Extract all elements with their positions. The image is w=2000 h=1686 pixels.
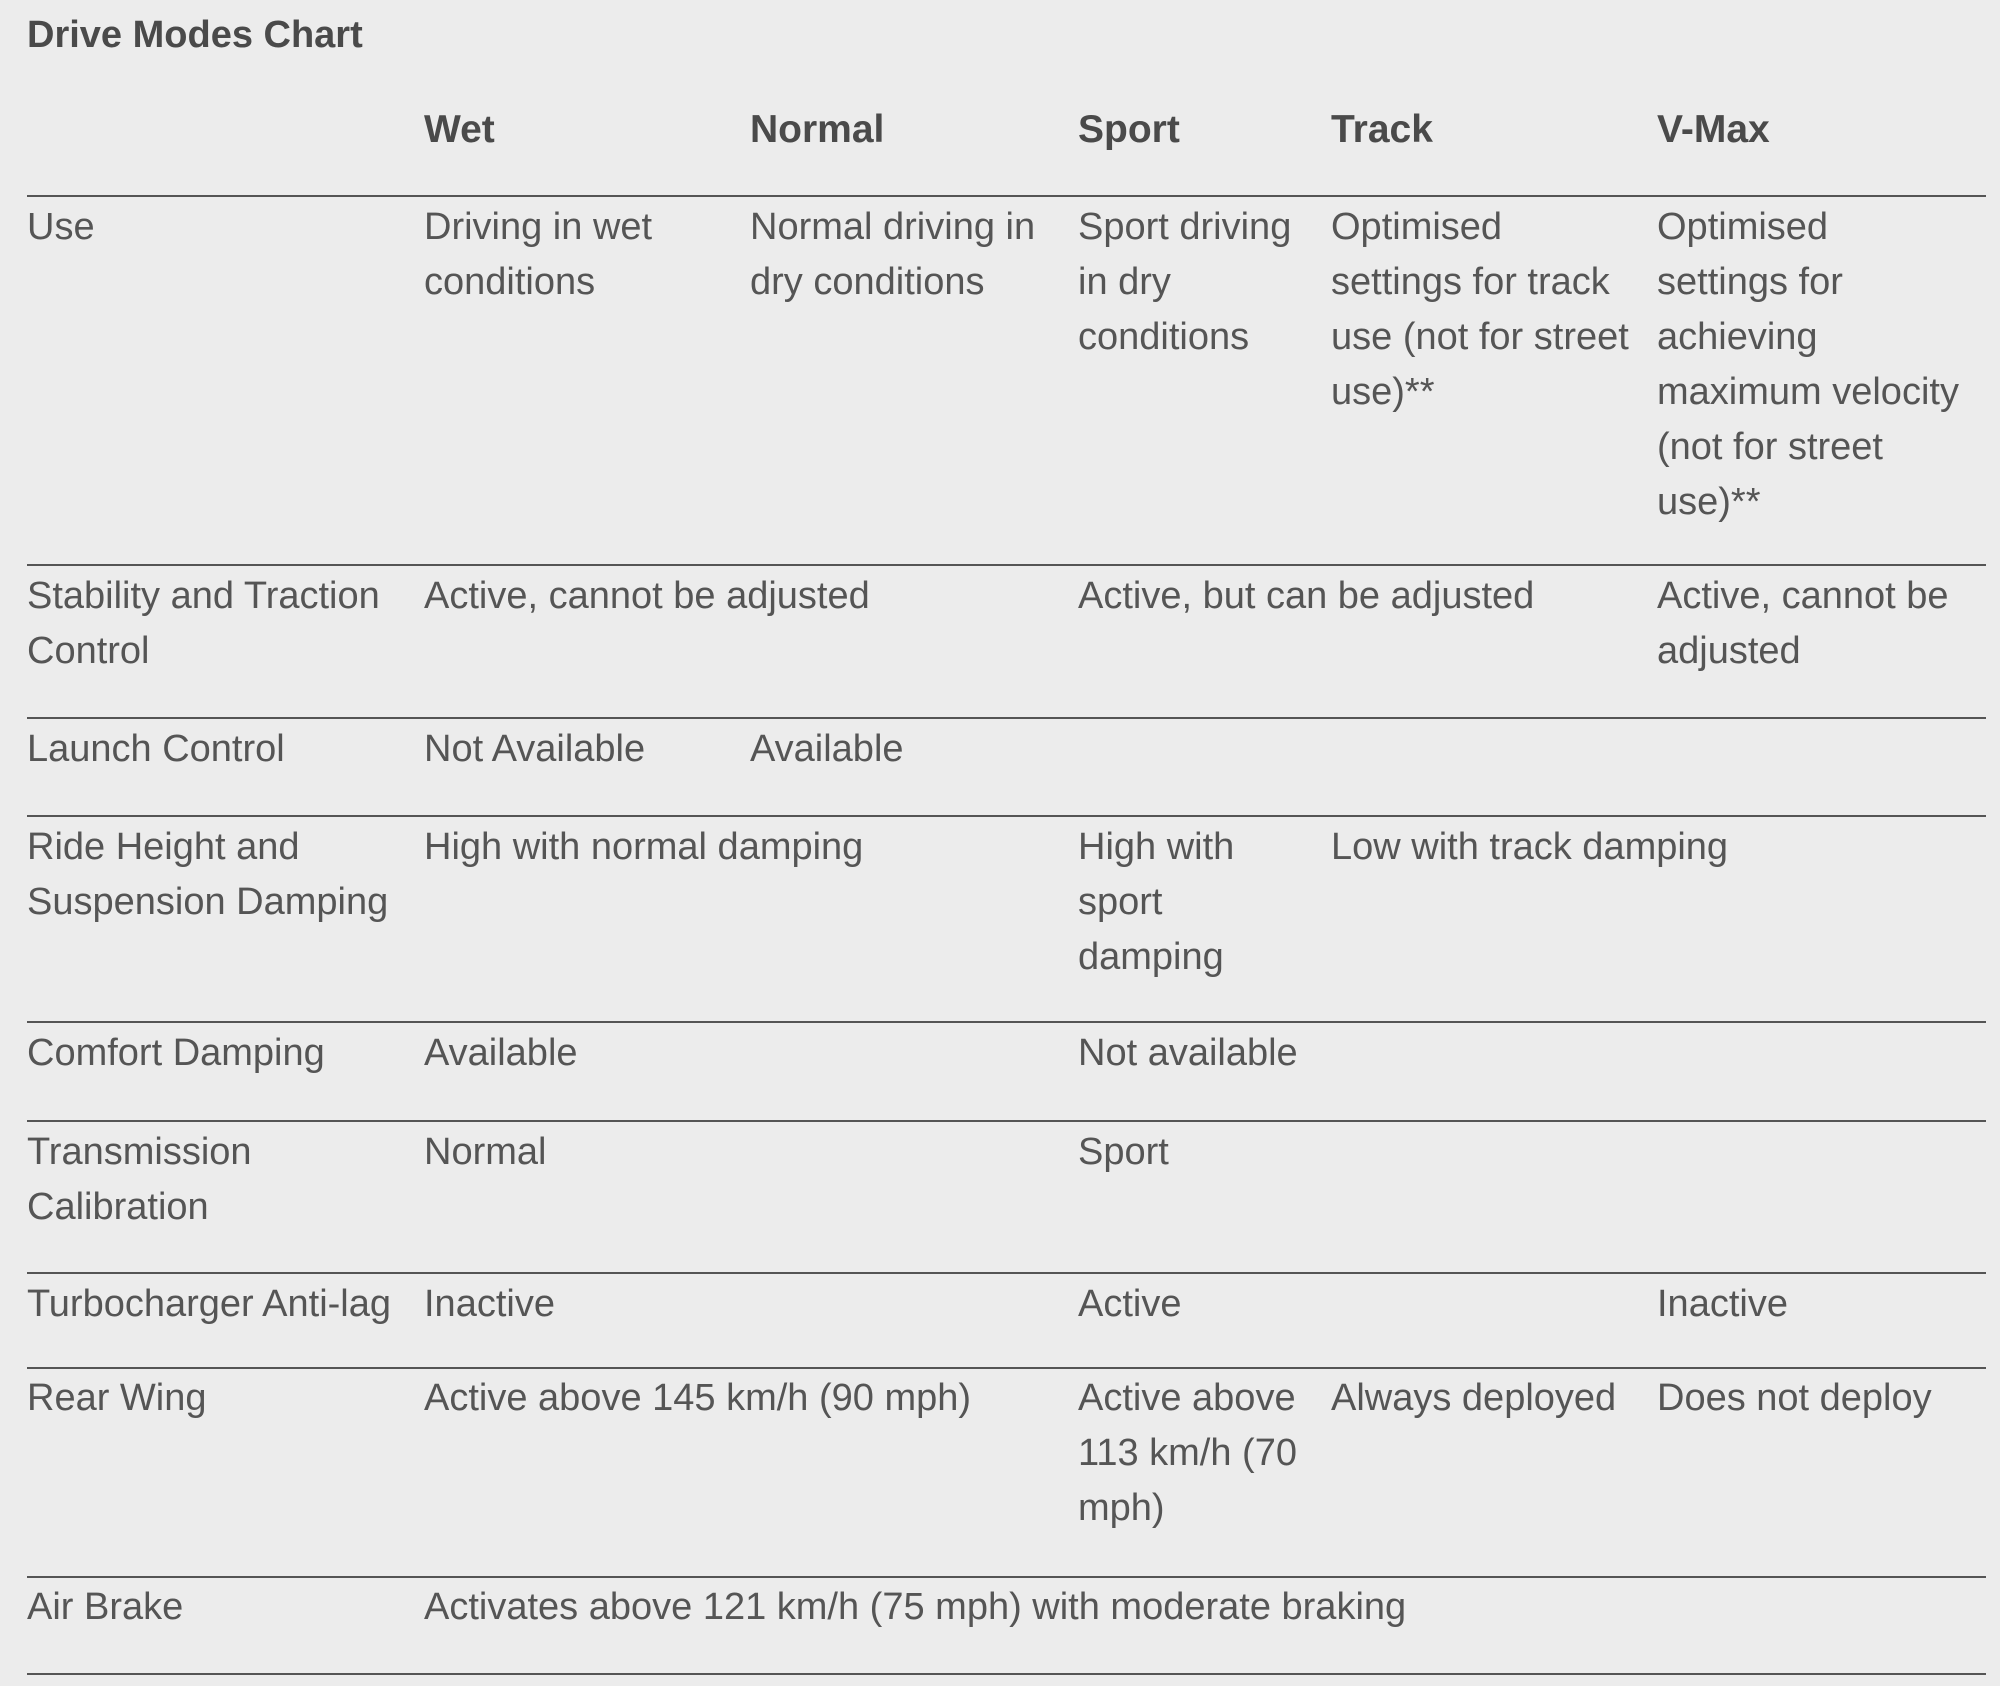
cell-use-vmax: Optimised settings for achieving maximum velocity (not for street use)**: [1657, 206, 1959, 523]
cell-ride-height-track-vmax: Low with track damping: [1331, 826, 1729, 868]
column-header-sport: Sport: [1078, 108, 1180, 151]
row-label-comfort-damping: Comfort Damping: [27, 1032, 325, 1074]
cell-rear-wing-vmax: Does not deploy: [1657, 1377, 1932, 1419]
row-label-transmission: Transmission Calibration: [27, 1131, 252, 1228]
row-label-rear-wing: Rear Wing: [27, 1377, 207, 1419]
table-divider: [27, 1120, 1986, 1122]
table-divider: [27, 1576, 1986, 1578]
chart-title: Drive Modes Chart: [27, 14, 363, 56]
table-divider: [27, 1367, 1986, 1369]
column-header-normal: Normal: [750, 108, 885, 151]
row-label-ride-height: Ride Height and Suspension Damping: [27, 826, 389, 923]
column-header-wet: Wet: [424, 108, 495, 151]
cell-use-wet: Driving in wet conditions: [424, 206, 653, 303]
cell-turbo-wet-normal: Inactive: [424, 1283, 555, 1325]
cell-use-sport: Sport driving in dry conditions: [1078, 206, 1292, 358]
cell-turbo-vmax: Inactive: [1657, 1283, 1788, 1325]
cell-turbo-sport-track: Active: [1078, 1283, 1182, 1325]
table-divider: [27, 1021, 1986, 1023]
cell-launch-normal-to-vmax: Available: [750, 728, 904, 770]
column-header-track: Track: [1331, 108, 1433, 151]
table-divider: [27, 1673, 1986, 1675]
cell-stability-sport-track: Active, but can be adjusted: [1078, 575, 1535, 617]
row-label-turbo-antilag: Turbocharger Anti-lag: [27, 1283, 392, 1325]
cell-rear-wing-sport: Active above 113 km/h (70 mph): [1078, 1377, 1297, 1529]
table-divider: [27, 195, 1986, 197]
cell-rear-wing-wet-normal: Active above 145 km/h (90 mph): [424, 1377, 972, 1419]
cell-launch-wet: Not Available: [424, 728, 646, 770]
cell-transmission-wet-normal: Normal: [424, 1131, 547, 1173]
cell-air-brake-all: Activates above 121 km/h (75 mph) with moderate braking: [424, 1586, 1407, 1628]
table-divider: [27, 717, 1986, 719]
table-divider: [27, 564, 1986, 566]
row-label-launch-control: Launch Control: [27, 728, 285, 770]
cell-comfort-sport-to-vmax: Not available: [1078, 1032, 1298, 1074]
cell-use-normal: Normal driving in dry conditions: [750, 206, 1036, 303]
cell-transmission-sport-to-vmax: Sport: [1078, 1131, 1169, 1173]
cell-ride-height-wet-normal: High with normal damping: [424, 826, 864, 868]
table-divider: [27, 815, 1986, 817]
row-label-air-brake: Air Brake: [27, 1586, 184, 1628]
cell-comfort-wet-normal: Available: [424, 1032, 578, 1074]
cell-stability-wet-normal: Active, cannot be adjusted: [424, 575, 870, 617]
cell-ride-height-sport: High with sport damping: [1078, 826, 1235, 978]
column-header-vmax: V-Max: [1657, 108, 1770, 151]
table-divider: [27, 1272, 1986, 1274]
cell-rear-wing-track: Always deployed: [1331, 1377, 1617, 1419]
cell-stability-vmax: Active, cannot be adjusted: [1657, 575, 1949, 672]
row-label-stability-traction: Stability and Traction Control: [27, 575, 380, 672]
cell-use-track: Optimised settings for track use (not for street use)**: [1331, 206, 1629, 413]
row-label-use: Use: [27, 206, 95, 248]
